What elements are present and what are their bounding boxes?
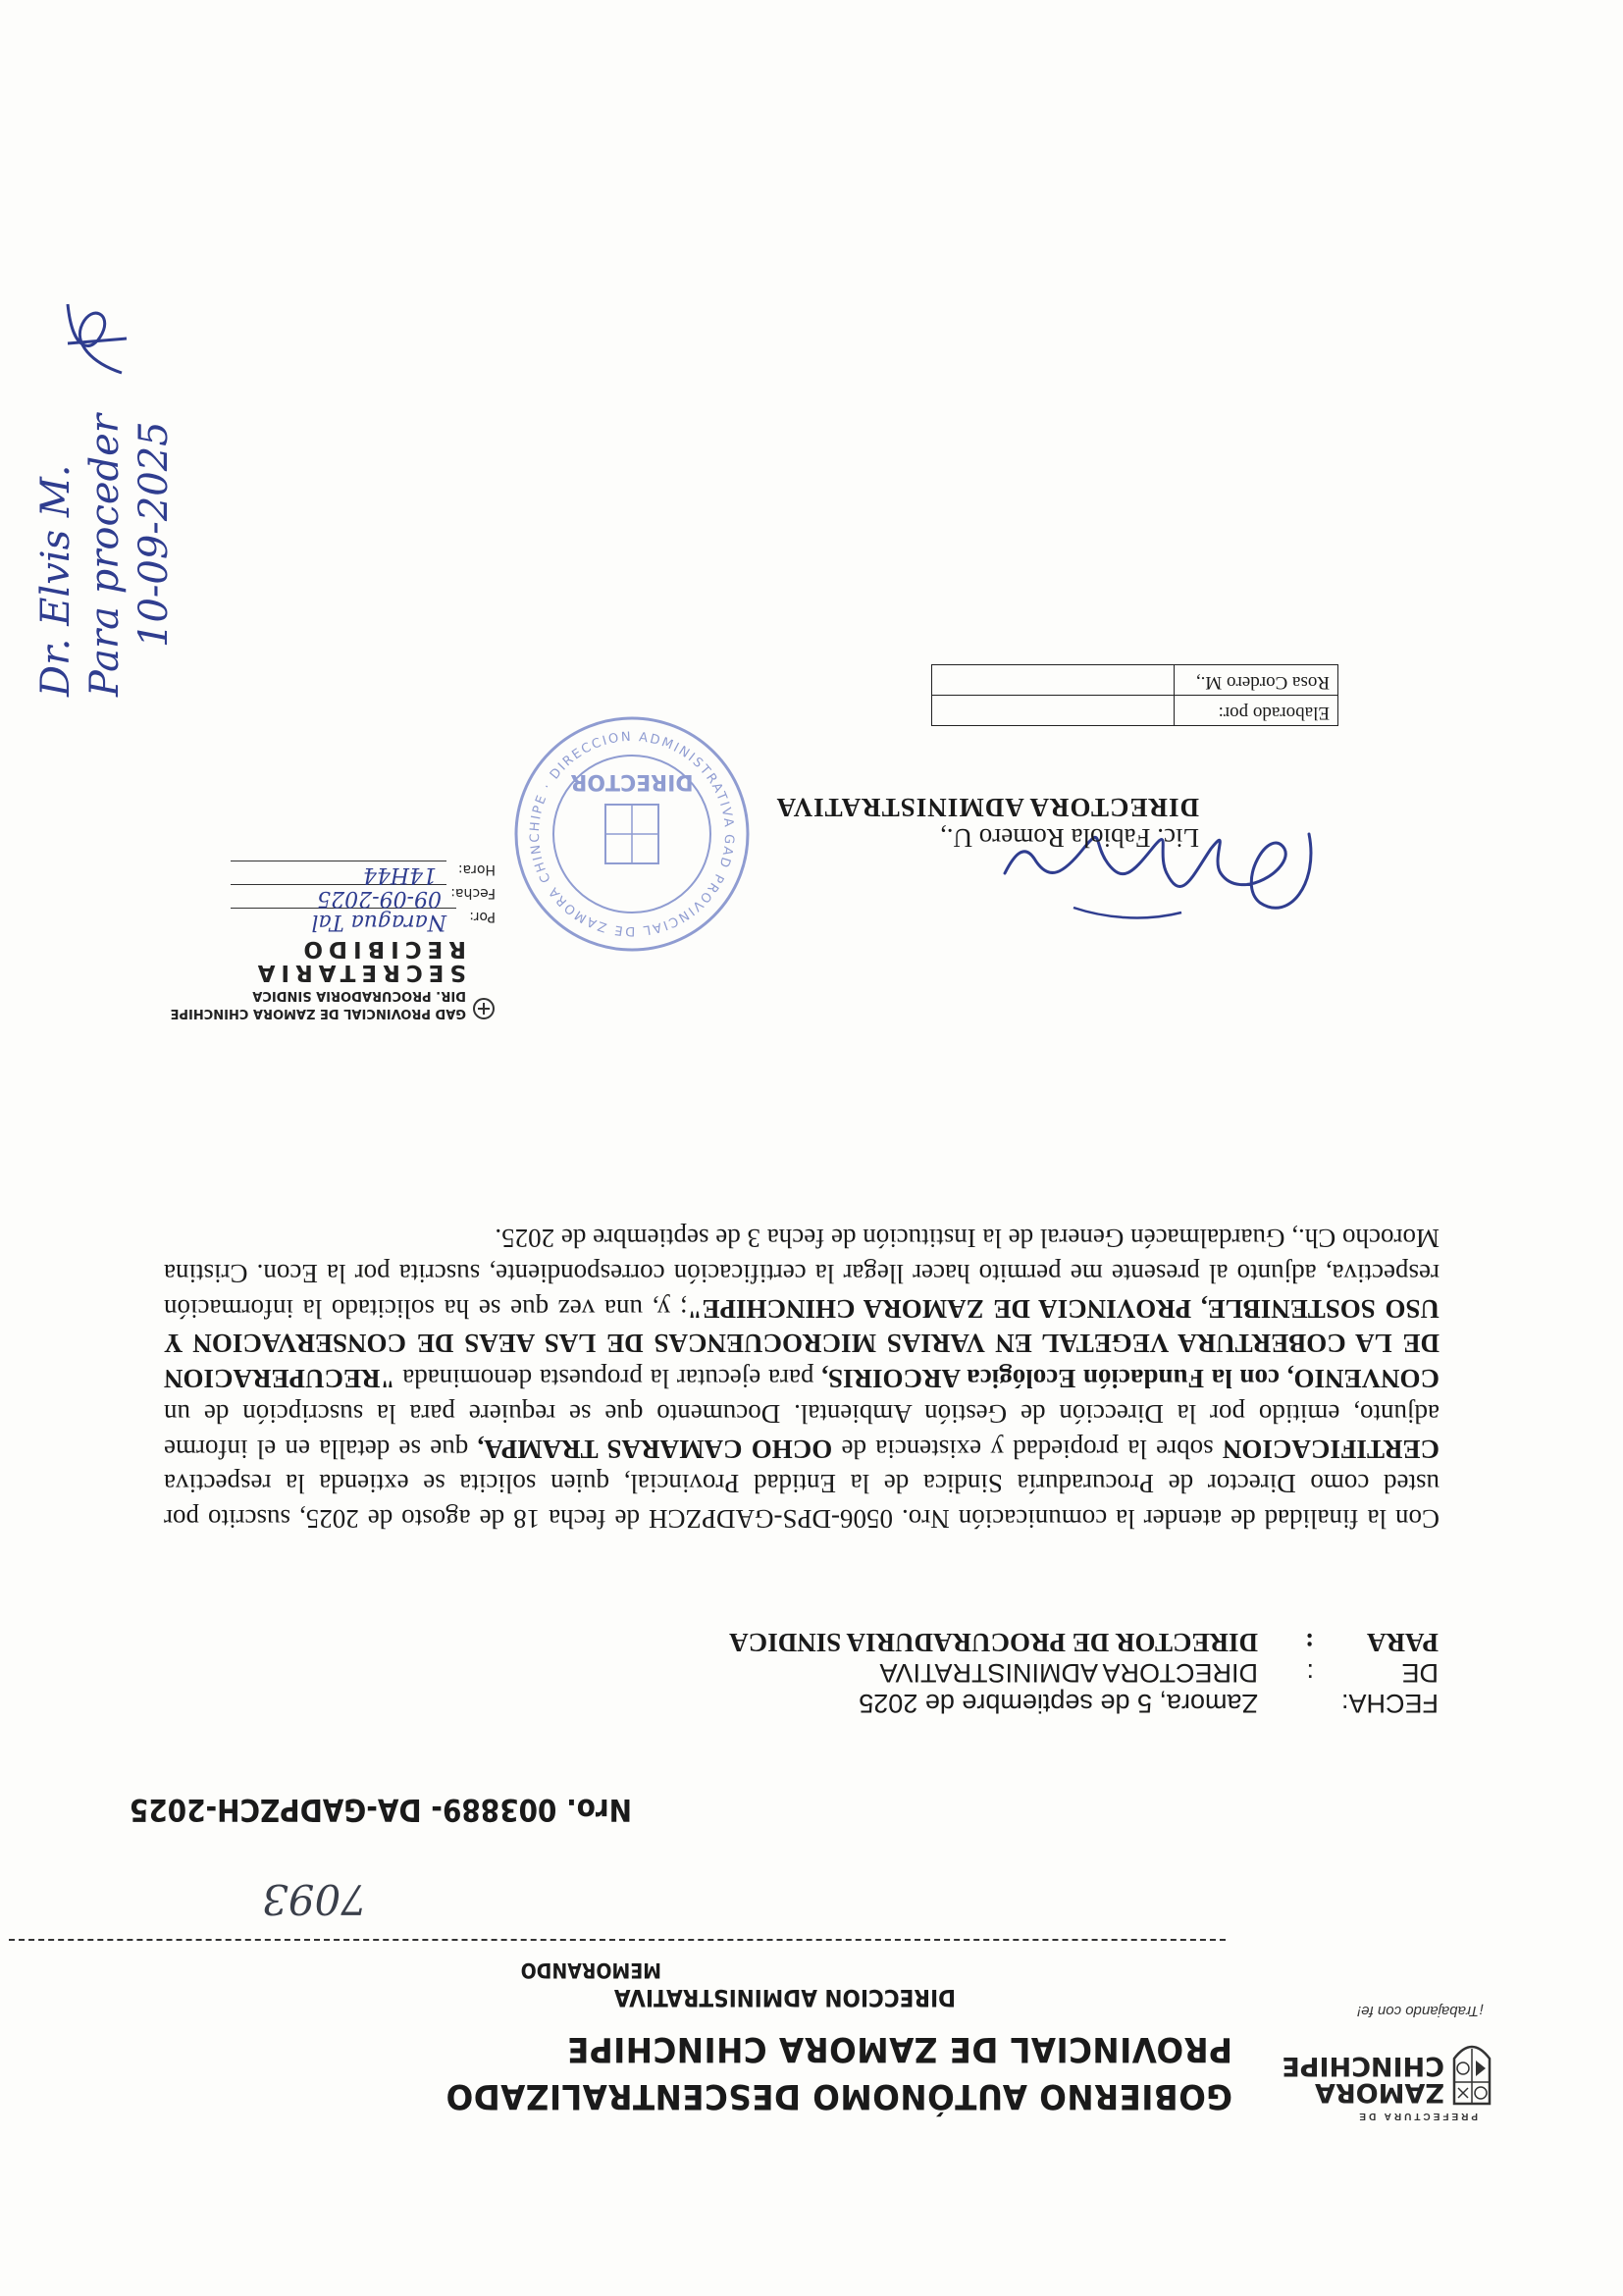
received-stamp [170, 844, 496, 1020]
body-text-5: ; y, una vez que se ha solicitado la información respectiva, adjunto al presente me permito hacer llegar la certificación correspondiente, suscrita por la Econ. Cristina Morocho Ch., Guardalmacén General de la Institución de fecha 3 de septiembre de 2025. [164, 1224, 1440, 1324]
body-bold-convenio: CONVENIO, con la Fundación Ecológica ARCOIRIS, [821, 1364, 1440, 1394]
fecha-value: Zamora, 5 de septiembre de 2025 [859, 1689, 1258, 1718]
de-label: DE [1401, 1658, 1439, 1688]
body-bold-proyecto: "RECUPERACION DE LA COBERTURA VEGETAL EN VARIAS MICROCUENCAS DE LAS AEAS DE CONSERVACION Y USO SOSTENIBLE, PROVINCIA DE ZAMORA CHINCHIPE" [163, 1293, 1440, 1394]
body-text-1: Con la finalidad de atender la comunicación Nro. 0506-DPS-GADPZCH de fecha 18 de agosto de 2025, suscrito por usted como Director de Procuraduría Sindica de la Entidad Provincial, quien solicita se extienda la respectiva [164, 1469, 1440, 1534]
document-type-title: MEMORANDO [520, 1958, 661, 1982]
signer-name: Lic. Fabiola Romero U., [940, 823, 1199, 853]
body-text-3: que se detalla en el informe adjunto, emitido por la Dirección de Gestión Ambiental. Documento que se requiere para la suscripción de un [164, 1398, 1440, 1464]
elaborated-by-name: Rosa Cordero M., [1175, 665, 1338, 696]
memo-body [164, 1221, 1440, 1536]
stamp-hora-value: 14H44 [362, 862, 437, 887]
body-bold-camaras: OCHO CAMARAS TRAMPA, [477, 1434, 833, 1464]
stamp-hora-label: Hora: [457, 861, 496, 877]
memo-number: Nro. 003889- DA-GADPZCH-2025 [129, 1792, 632, 1827]
official-round-seal [509, 711, 755, 957]
institution-title-line2: PROVINCIAL DE ZAMORA CHINCHIPE [566, 2029, 1232, 2068]
stamp-por-value: Naragua Tal [311, 910, 446, 934]
signer-title: DIRECTORA ADMINISTRATIVA [775, 793, 1199, 822]
elaborated-by-label: Elaborado por: [1175, 696, 1338, 726]
body-bold-certificacion: CERTIFICACION [1222, 1434, 1440, 1464]
stamp-fecha-label: Fecha: [450, 885, 496, 901]
margin-note-line2: Para proceder [82, 414, 128, 697]
institution-title-line1: GOBIERNO AUTÓNOMO DESCENTRALIZADO [445, 2076, 1232, 2115]
fecha-label: FECHA: [1340, 1689, 1439, 1718]
logo-name-line2: CHINCHIPE [1282, 2051, 1444, 2081]
para-label: PARA [1367, 1628, 1439, 1657]
coat-of-arms-icon [1450, 2031, 1493, 2108]
margin-note-line1: Dr. Elvis M. [33, 464, 79, 697]
department-title: DIRECCION ADMINISTRATIVA [613, 1984, 956, 2011]
body-text-4: para ejecutar la propuesta denominada [394, 1364, 822, 1394]
stamp-line-4: RECIBIDO [297, 936, 466, 962]
de-colon: : [1306, 1658, 1314, 1688]
para-value: DIRECTOR DE PROCURADURIA SINDICA [729, 1628, 1258, 1657]
logo-name [1282, 2053, 1444, 2106]
prefectura-logo [1282, 1974, 1493, 2121]
elaborated-by-table [931, 664, 1338, 726]
stamp-emblem-icon [472, 997, 496, 1020]
stamp-por-label: Por: [469, 909, 496, 924]
handwritten-number: 7093 [262, 1875, 367, 1923]
para-colon: : [1305, 1628, 1314, 1657]
header-divider [9, 1939, 1226, 1941]
stamp-line-3: SECRETARIA [251, 960, 466, 985]
seal-ring-text: GAD PROVINCIAL DE ZAMORA CHINCHIPE · DIRECCION ADMINISTRATIVA [527, 729, 737, 939]
seal-center-text: DIRECTOR [570, 769, 694, 794]
margin-note-line3: 10-09-2025 [131, 421, 177, 648]
stamp-fecha-value: 09-09-2025 [317, 886, 442, 911]
margin-initials-mark [63, 294, 131, 383]
logo-name-line1: ZAMORA [1315, 2077, 1444, 2108]
body-text-2: sobre la propiedad y existencia de [832, 1434, 1223, 1464]
de-value: DIRECTORA ADMINISTRATIVA [879, 1658, 1258, 1688]
logo-prefectura-text: PREFECTURA DE [1356, 2111, 1478, 2121]
logo-slogan: ¡Trabajando con fe! [1357, 2003, 1484, 2019]
stamp-line-2: DIR. PROCURADORIA SINDICA [252, 988, 466, 1003]
institution-title [320, 2025, 1232, 2119]
stamp-line-1: GAD PROVINCIAL DE ZAMORA CHINCHIPE [170, 1006, 466, 1020]
